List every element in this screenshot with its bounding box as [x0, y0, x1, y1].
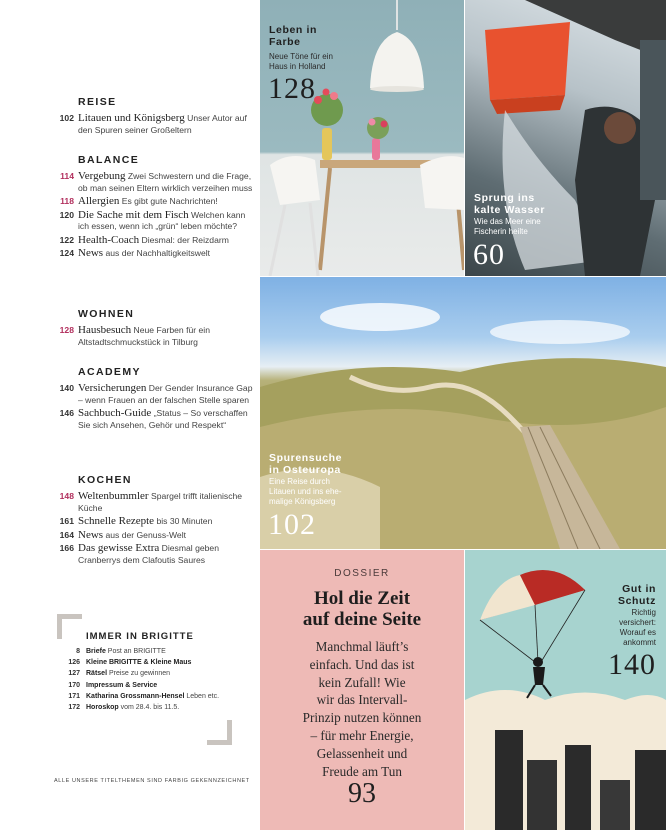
toc-entry[interactable]	[54, 325, 254, 348]
section-heading: KOCHEN	[78, 474, 132, 486]
tile-subtitle-line: Worauf es	[619, 628, 656, 637]
toc-entry[interactable]	[54, 491, 254, 514]
section-kochen	[54, 474, 254, 568]
item-title: Impressum & Service	[86, 681, 158, 689]
entry-description: Diesmal: der Reizdarm	[139, 234, 229, 245]
list-item[interactable]	[58, 646, 248, 657]
entry-title: Hausbesuch	[78, 324, 132, 336]
dune-landscape-photo	[260, 277, 666, 549]
page-number: 161	[59, 516, 74, 526]
entry-title: News	[78, 247, 104, 259]
item-description: Preise zu gewinnen	[107, 670, 171, 678]
toc-entry[interactable]	[54, 516, 254, 528]
feature-tile-schutz[interactable]	[465, 550, 666, 830]
tile-title-line: kalte Wasser	[474, 204, 546, 216]
item-description: vom 28.4. bis 11.5.	[118, 704, 180, 712]
page-number: 60	[473, 238, 505, 271]
page-number: 170	[68, 681, 80, 689]
page-number: 120	[59, 209, 74, 220]
item-title: Kleine BRIGITTE & Kleine Maus	[86, 659, 192, 667]
page-number: 140	[59, 383, 74, 393]
footnote: ALLE UNSERE TITELTHEMEN SIND FARBIG GEKENNZEICHNET	[54, 778, 250, 784]
item-title: Briefe	[86, 648, 106, 655]
toc-entry[interactable]	[54, 543, 254, 566]
dossier-tile[interactable]	[260, 550, 464, 830]
feature-tile-home[interactable]	[260, 0, 464, 276]
tile-subtitle-line: Fischerin heilte	[474, 227, 528, 236]
toc-entry[interactable]	[54, 408, 254, 431]
feature-tile-sea[interactable]	[465, 0, 666, 276]
entry-title: Weltenbummler	[78, 490, 149, 502]
tile-subtitle	[269, 52, 333, 72]
entry-description: Unser Autor auf den Spuren seiner Großeltern	[78, 113, 247, 135]
tile-title-line: Farbe	[269, 36, 301, 48]
tile-title-line: Schutz	[617, 595, 656, 607]
body-line: kein Zufall! Wie	[318, 674, 406, 690]
page-number: 172	[68, 704, 80, 712]
body-line: Manchmal läuft’s	[315, 639, 409, 654]
section-heading: WOHNEN	[78, 308, 135, 320]
tile-subtitle-line: ankommt	[623, 638, 656, 647]
tile-subtitle-line: Litauen und ins ehe-	[269, 487, 342, 496]
entry-description: Es gibt gute Nachrichten!	[119, 196, 218, 206]
dossier-label: DOSSIER	[334, 568, 390, 579]
section-heading: REISE	[78, 96, 117, 108]
page-number: 124	[59, 248, 74, 258]
tile-subtitle-line: Haus in Holland	[269, 62, 326, 71]
page-number: 8	[76, 648, 80, 655]
page-number: 102	[268, 508, 316, 541]
tile-subtitle-line: Eine Reise durch	[269, 477, 330, 486]
list-item[interactable]	[58, 691, 248, 702]
toc-entry[interactable]	[54, 383, 254, 406]
tile-subtitle-line: Wie das Meer eine	[474, 217, 541, 226]
tile-title	[269, 452, 342, 476]
list-item[interactable]	[58, 702, 248, 713]
page-number: 93	[348, 778, 376, 809]
tile-title	[618, 583, 656, 607]
page-number: 128	[268, 72, 316, 105]
tile-subtitle-line: versichert:	[619, 618, 656, 627]
entry-description: aus der Nachhaltigkeitswelt	[103, 248, 211, 258]
entry-title: Das gewisse Extra	[78, 542, 160, 554]
page-number: 148	[59, 491, 74, 501]
section-heading: ACADEMY	[78, 366, 141, 378]
page-number: 140	[608, 648, 656, 681]
entry-description: Spargel trifft italienische Küche	[78, 491, 243, 513]
body-line: Gelassenheit und	[316, 745, 408, 761]
page-number: 126	[68, 659, 80, 667]
body-line: wir das Intervall-	[316, 692, 408, 708]
entry-description: Welchen kann ich essen, wenn ich „grün“ leben möchte?	[78, 209, 246, 231]
toc-entry[interactable]	[54, 210, 254, 233]
page-number: 102	[59, 113, 74, 123]
tile-title-line: Gut in	[622, 583, 656, 595]
dossier-headline	[260, 588, 464, 630]
tile-subtitle	[474, 217, 541, 237]
tile-title-line: Leben in	[269, 24, 317, 36]
body-line: Freude am Tun	[322, 763, 402, 779]
entry-title: Health-Coach	[78, 233, 140, 246]
entry-description: Diesmal geben Cranberrys dem Clafoutis Saures	[78, 543, 219, 565]
tile-subtitle-line: Neue Töne für ein	[269, 52, 333, 61]
entry-description: bis 30 Minuten	[154, 516, 213, 526]
headline-line: Hol die Zeit	[313, 588, 411, 609]
item-title: Rätsel	[86, 670, 108, 678]
page-number: 146	[59, 408, 74, 418]
page-number: 171	[68, 692, 80, 700]
feature-tile-dune[interactable]	[260, 277, 666, 549]
entry-title: Vergebung	[78, 170, 126, 182]
page-number: 127	[68, 670, 80, 678]
list-item[interactable]	[58, 680, 248, 691]
section-academy	[54, 366, 254, 433]
tile-title-line: Spurensuche	[269, 452, 343, 464]
entry-description: Zwei Schwestern und die Frage, ob man seinen Eltern wirklich verzeihen muss	[78, 171, 253, 193]
page-number: 166	[59, 543, 74, 553]
entry-description: Der Gender Insurance Gap – wenn Frauen an der falschen Stelle sparen	[78, 383, 253, 405]
toc-entry[interactable]	[54, 248, 254, 260]
page-number: 164	[59, 529, 74, 540]
entry-title: Versicherungen	[78, 382, 147, 394]
toc-entry[interactable]	[54, 196, 254, 208]
headline-line: auf deine Seite	[302, 609, 422, 630]
list-item[interactable]	[58, 668, 248, 679]
dossier-body	[270, 638, 454, 780]
entry-title: Allergien	[78, 195, 120, 207]
page-number: 128	[59, 325, 74, 335]
table-of-contents	[0, 0, 260, 830]
tile-title-line: Sprung ins	[474, 192, 535, 204]
entry-title: Die Sache mit dem Fisch	[78, 208, 189, 221]
body-line: – für mehr Energie,	[310, 727, 414, 743]
item-description: Post an BRIGITTE	[105, 648, 166, 655]
tile-subtitle	[269, 477, 342, 507]
list-item[interactable]	[58, 657, 248, 668]
section-heading: BALANCE	[78, 154, 140, 166]
entry-description: Neue Farben für ein Altstadtschmuckstück in Tilburg	[78, 325, 210, 347]
entry-description: aus der Genuss-Welt	[103, 529, 187, 540]
body-line: Prinzip nutzen können	[302, 710, 422, 726]
item-description: Leben etc.	[184, 692, 220, 700]
immer-in-brigitte-box	[58, 631, 248, 713]
item-title: Katharina Grossmann-Hensel	[86, 692, 185, 700]
tile-subtitle-line: Richtig	[631, 608, 656, 617]
corner-bracket-bottom-right	[207, 720, 232, 745]
tile-subtitle-line: malige Königsberg	[269, 497, 336, 506]
section-wohnen	[54, 308, 254, 350]
box-heading: IMMER IN BRIGITTE	[86, 631, 194, 642]
entry-description: „Status – So verschaffen Sie sich Ansehen, Gehör und Respekt“	[78, 408, 248, 430]
tile-title	[269, 24, 317, 48]
section-balance	[54, 154, 254, 262]
entry-title: Litauen und Königsberg	[78, 112, 185, 124]
entry-title: News	[78, 528, 104, 541]
tile-title	[474, 192, 545, 216]
page-number: 118	[60, 196, 74, 206]
toc-entry[interactable]	[54, 113, 254, 136]
toc-entry[interactable]	[54, 171, 254, 194]
toc-entry[interactable]	[54, 530, 254, 542]
section-reise	[54, 96, 254, 138]
item-title: Horoskop	[86, 704, 119, 712]
tile-title-line: in Osteuropa	[269, 464, 341, 476]
page-number: 122	[59, 234, 74, 245]
entry-title: Sachbuch-Guide	[78, 407, 152, 419]
body-line: einfach. Und das ist	[309, 656, 415, 672]
tile-subtitle	[619, 608, 656, 648]
toc-entry[interactable]	[54, 235, 254, 247]
page-number: 114	[60, 171, 74, 181]
entry-title: Schnelle Rezepte	[78, 515, 155, 527]
